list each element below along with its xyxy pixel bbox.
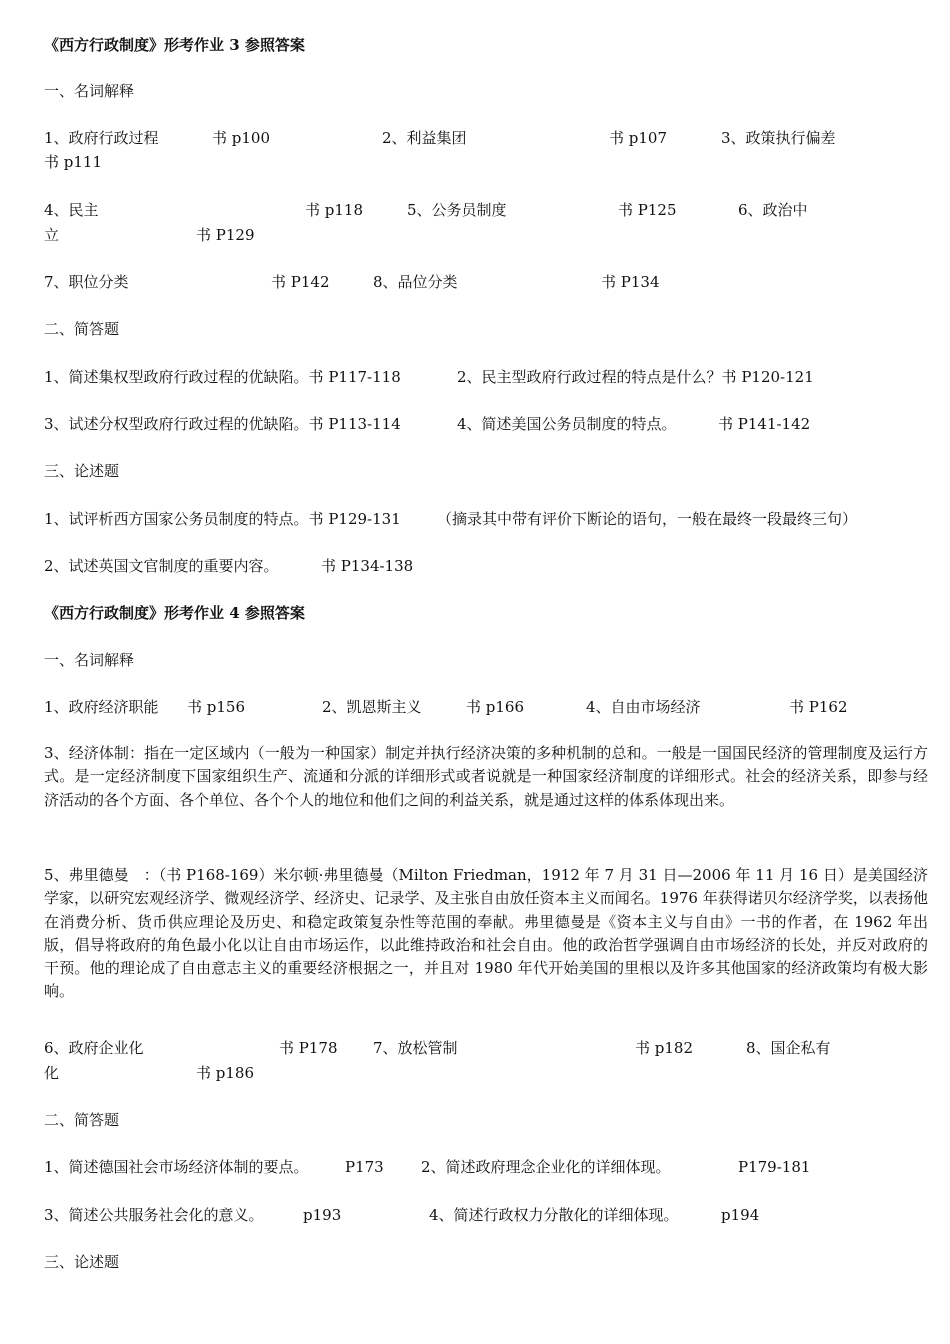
- term-item: 1、政府经济职能: [44, 698, 159, 716]
- term-item: 4、民主: [44, 201, 99, 219]
- hw3-section-short: 二、简答题: [44, 320, 120, 338]
- term-item: 7、放松管制: [373, 1039, 458, 1057]
- term-ref: 书 P134: [601, 273, 660, 291]
- term-item: 1、政府行政过程: [44, 129, 159, 147]
- question-item: 4、简述美国公务员制度的特点。: [457, 415, 677, 433]
- essay-note: （摘录其中带有评价下断论的语句，一般在最终一段最终三句）: [437, 510, 858, 528]
- hw3-section-terms: 一、名词解释: [44, 82, 135, 100]
- hw3-section-essay: 三、论述题: [44, 462, 120, 480]
- term-item: 8、品位分类: [373, 273, 458, 291]
- term-ref: 书 p186: [196, 1064, 255, 1082]
- question-item: 4、简述行政权力分散化的详细体现。: [429, 1206, 679, 1224]
- term-ref: 书 p100: [212, 129, 271, 147]
- term-ref: 书 p107: [609, 129, 668, 147]
- essay-item: 1、试评析西方国家公务员制度的特点。书 P129-131: [44, 510, 401, 528]
- question-item: 2、简述政府理念企业化的详细体现。: [421, 1158, 671, 1176]
- term-item-continued: 化: [44, 1064, 60, 1082]
- hw4-section-terms: 一、名词解释: [44, 651, 135, 669]
- term-ref: 书 p166: [466, 698, 525, 716]
- term-ref: 书 p182: [635, 1039, 694, 1057]
- paragraph-economic-system: 3、经济体制：指在一定区域内（一般为一种国家）制定并执行经济决策的多种机制的总和。一般是一国国民经济的管理制度及运行方式。是一定经济制度下国家组织生产、流通和分派的详细形式或者说就是一种国家经济制度的详细形式。社会的经济关系，即参与经济活动的各个方面、各个单位、各个个人的地位和他们之间的利益关系，就是通过这样的体系体现出来。: [44, 744, 928, 809]
- question-item: 1、简述德国社会市场经济体制的要点。: [44, 1158, 309, 1176]
- question-ref: 书 P141-142: [718, 415, 811, 433]
- term-item: 5、公务员制度: [407, 201, 507, 219]
- question-ref: p194: [721, 1206, 760, 1224]
- question-item: 3、简述公共服务社会化的意义。: [44, 1206, 264, 1224]
- question-ref: p193: [303, 1206, 342, 1224]
- term-item: 2、利益集团: [382, 129, 467, 147]
- term-item: 6、政府企业化: [44, 1039, 144, 1057]
- term-ref: 书 p111: [44, 153, 103, 171]
- essay-item: 2、试述英国文官制度的重要内容。: [44, 557, 279, 575]
- hw4-section-short: 二、简答题: [44, 1111, 120, 1129]
- term-item-continued: 立: [44, 226, 60, 244]
- paragraph-friedman: 5、弗里德曼 ：（书 P168-169）米尔顿·弗里德曼（Milton Friedman，1912 年 7 月 31 日—2006 年 11 月 16 日）是美国经济学家，以研究宏观经济学、微观经济学、经济史、记录学、及主张自由放任资本主义而闻名。1976 年获得诺贝尔经济学奖，以表扬他在消费分析、货币供应理论及历史、和稳定政策复杂性等范围的奉献。弗里德曼是《资本主义与自由》一书的作者，在 1962 年出版，倡导将政府的角色最小化以让自由市场运作，以此维持政治和社会自由。他的政治哲学强调自由市场经济的长处，并反对政府的干预。他的理论成了自由意志主义的重要经济根据之一，并且对 1980 年代开始美国的里根以及许多其他国家的经济政策均有极大影响。: [44, 866, 928, 1001]
- term-ref: 书 P129: [196, 226, 255, 244]
- term-ref: 书 p156: [187, 698, 246, 716]
- term-item: 3、政策执行偏差: [721, 129, 836, 147]
- essay-ref: 书 P134-138: [321, 557, 414, 575]
- term-item: 6、政治中: [738, 201, 808, 219]
- term-ref: 书 P162: [789, 698, 848, 716]
- question-ref: P173: [345, 1158, 384, 1176]
- term-item: 2、凯恩斯主义: [322, 698, 422, 716]
- hw4-title: 《西方行政制度》形考作业 4 参照答案: [44, 604, 305, 622]
- term-ref: 书 P125: [618, 201, 677, 219]
- term-ref: 书 P142: [271, 273, 330, 291]
- hw3-title: 《西方行政制度》形考作业 3 参照答案: [44, 36, 305, 54]
- question-item: 2、民主型政府行政过程的特点是什么？书 P120-121: [457, 368, 814, 386]
- question-item: 3、试述分权型政府行政过程的优缺陷。书 P113-114: [44, 415, 401, 433]
- term-item: 7、职位分类: [44, 273, 129, 291]
- question-item: 1、简述集权型政府行政过程的优缺陷。书 P117-118: [44, 368, 401, 386]
- term-item: 4、自由市场经济: [586, 698, 701, 716]
- question-ref: P179-181: [738, 1158, 811, 1176]
- hw4-section-essay: 三、论述题: [44, 1253, 120, 1271]
- term-ref: 书 P178: [279, 1039, 338, 1057]
- term-ref: 书 p118: [305, 201, 364, 219]
- term-item: 8、国企私有: [746, 1039, 831, 1057]
